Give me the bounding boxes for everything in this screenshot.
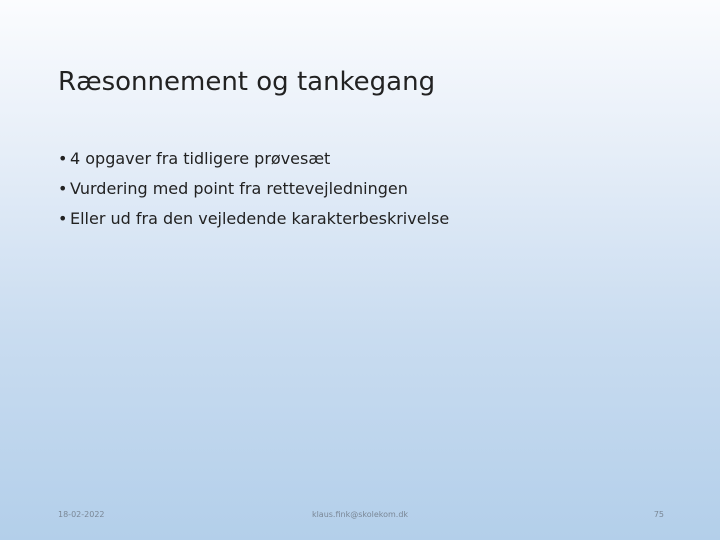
bullet-text: Eller ud fra den vejledende karakterbeskrivelse [70, 209, 450, 228]
bullet-item [58, 174, 449, 204]
bullet-text: Vurdering med point fra rettevejledningen [70, 179, 408, 198]
bullet-icon: • [58, 209, 68, 228]
footer-page-number: 75 [653, 510, 664, 519]
bullet-icon: • [58, 179, 68, 198]
footer-date: 18-02-2022 [58, 510, 105, 519]
bullet-item [58, 204, 449, 234]
bullet-item [58, 144, 449, 174]
bullet-text: 4 opgaver fra tidligere prøvesæt [70, 149, 331, 168]
footer-author: klaus.fink@skolekom.dk [311, 510, 409, 519]
bullet-list [58, 144, 449, 234]
bullet-icon: • [58, 149, 68, 168]
slide-title: Ræsonnement og tankegang [58, 67, 436, 97]
